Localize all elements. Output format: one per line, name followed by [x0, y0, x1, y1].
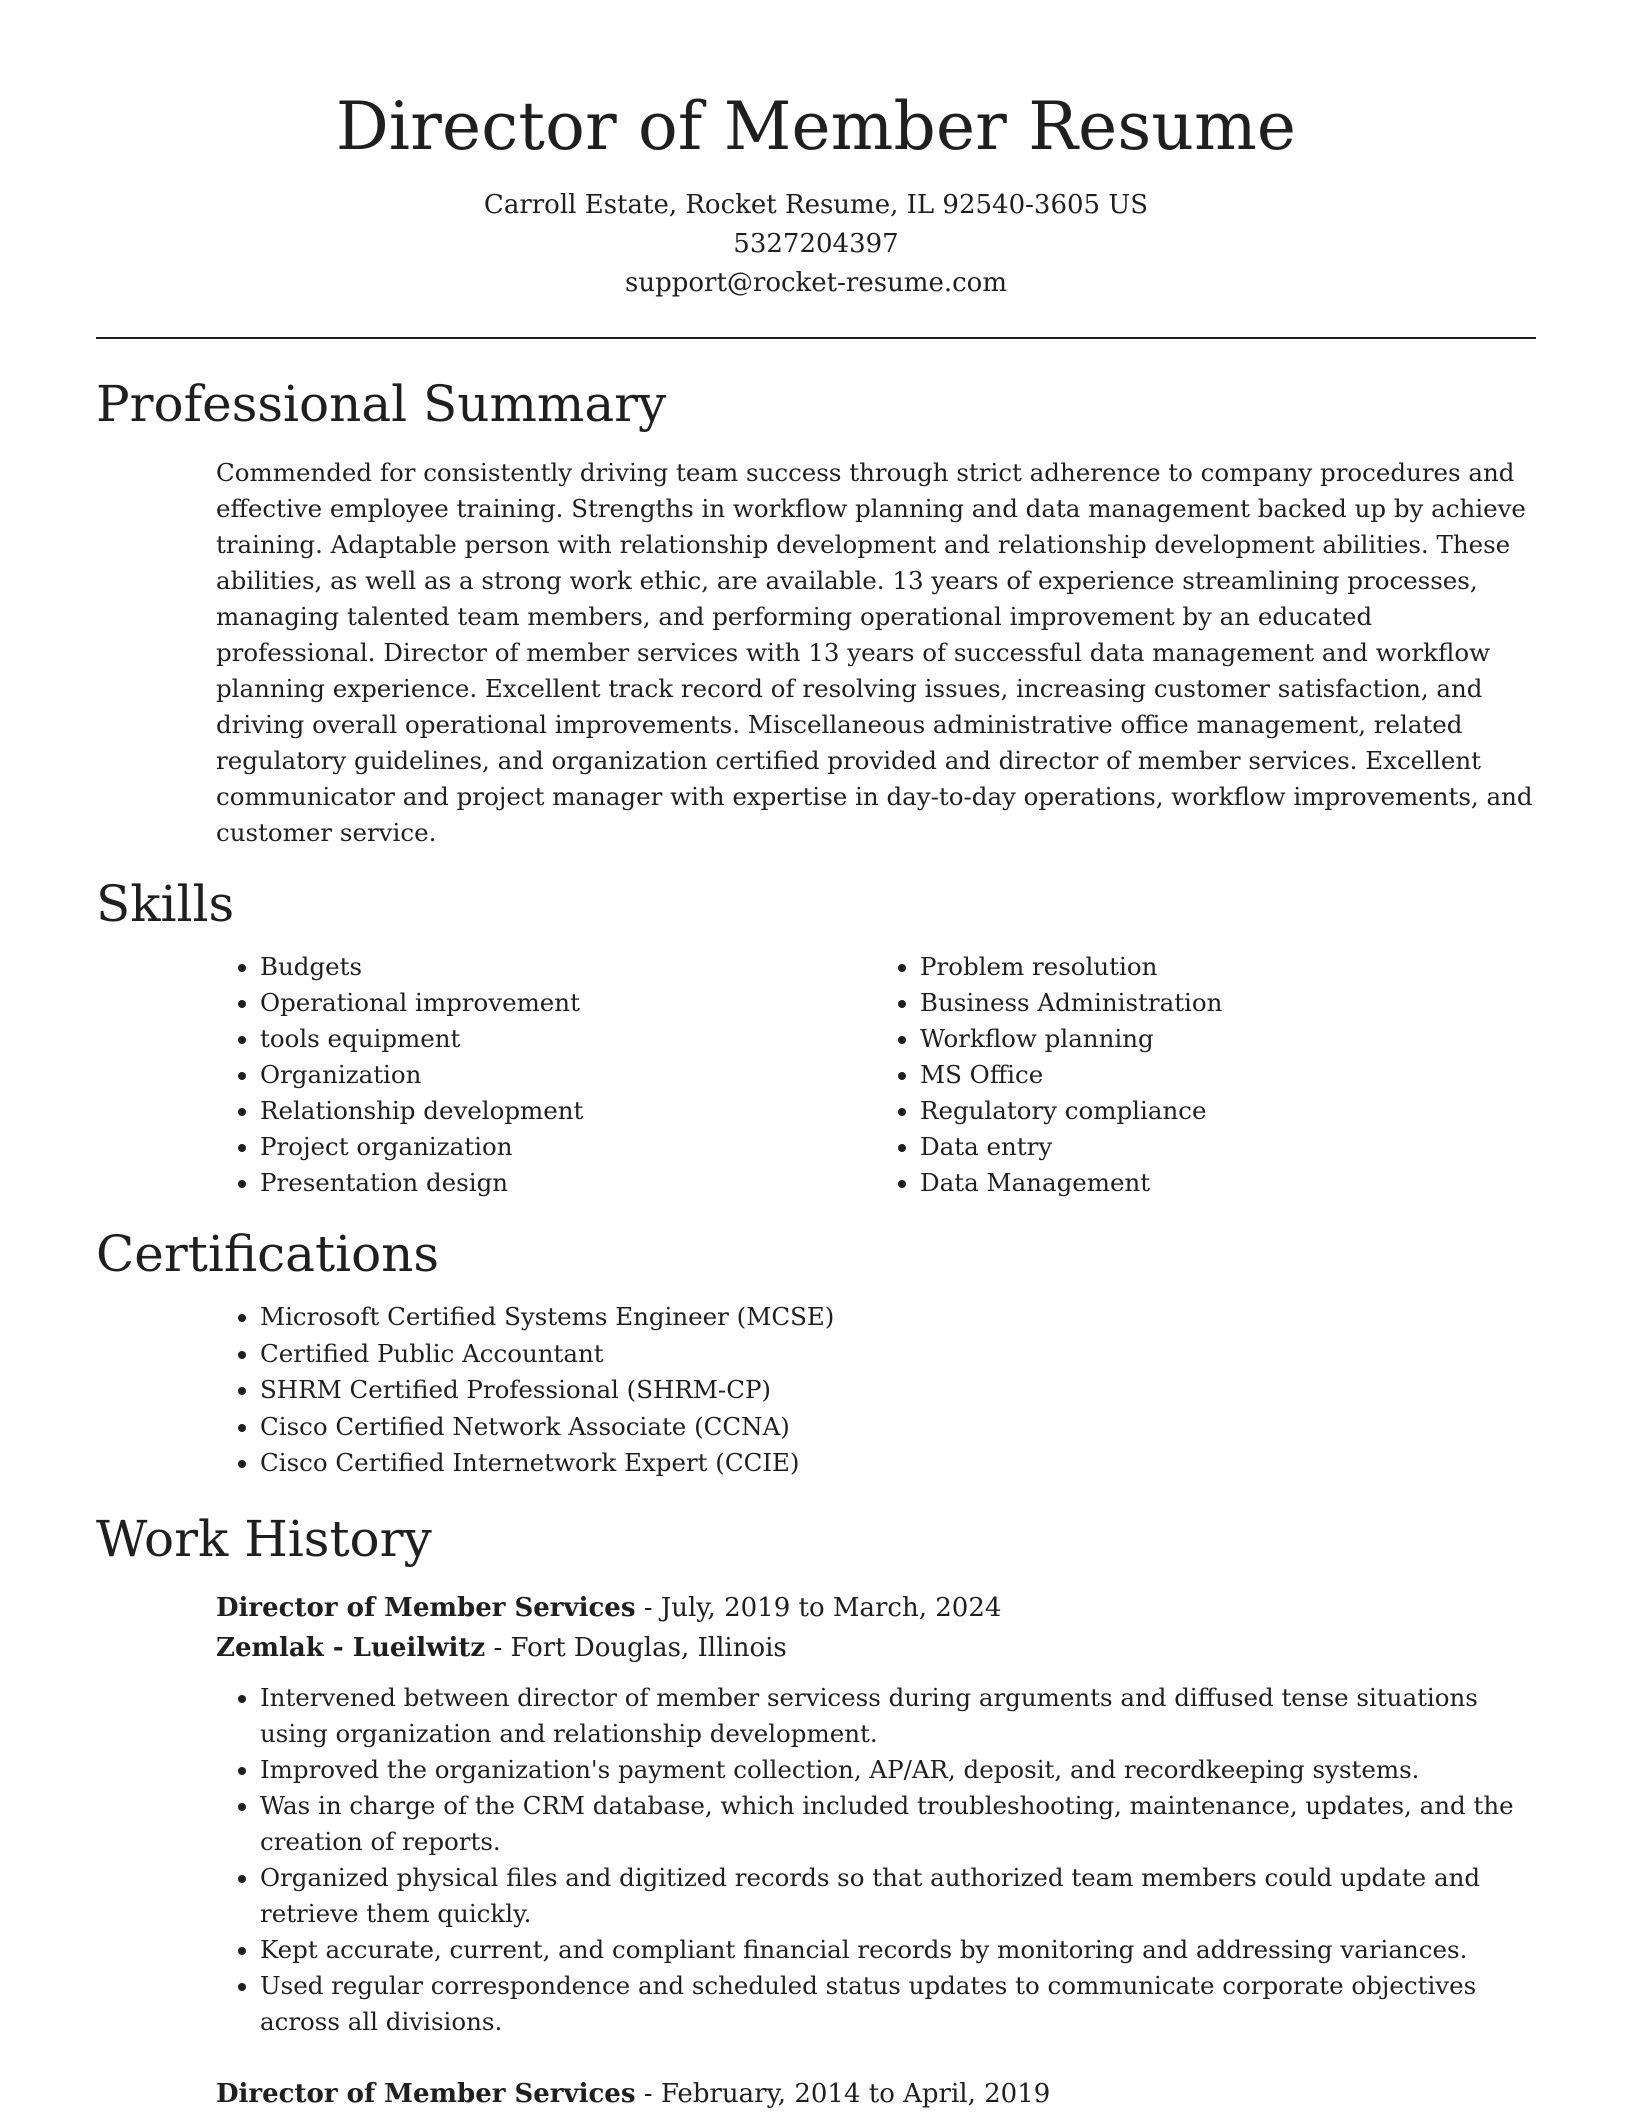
job-duty: • Organized physical files and digitized records so that authorized team members could update and retrieve them quickly. [260, 1860, 1536, 1932]
skill-item: • MS Office [920, 1057, 1536, 1093]
job-duty: • Used regular correspondence and scheduled status updates to communicate corporate objectives across all divisions. [260, 1968, 1536, 2040]
skill-item: • Budgets [260, 949, 876, 985]
email: support@rocket-resume.com [624, 268, 1007, 298]
header-divider [96, 337, 1536, 339]
skills-grid [216, 949, 1536, 1201]
resume-header [96, 0, 1536, 303]
job-entry [216, 1588, 1536, 2040]
job-duty: • Improved the organization's payment collection, AP/AR, deposit, and recordkeeping systems. [260, 1752, 1536, 1788]
job-duty: • Intervened between director of member servicess during arguments and diffused tense situations using organization and relationship development. [260, 1680, 1536, 1752]
contact-info [96, 186, 1536, 303]
summary-heading: Professional Summary [96, 375, 667, 433]
job-title: Director of Member Services [216, 1592, 636, 1623]
skill-item: • Problem resolution [920, 949, 1536, 985]
skills-column-left [216, 949, 876, 1201]
job-location: - Fort Douglas, Illinois [485, 1632, 787, 1663]
certification-item: • SHRM Certified Professional (SHRM-CP) [260, 1372, 1536, 1409]
skill-item: • Operational improvement [260, 985, 876, 1021]
summary-section [96, 369, 1536, 851]
certification-item: • Cisco Certified Network Associate (CCNA) [260, 1409, 1536, 1446]
job-duty: • Kept accurate, current, and compliant financial records by monitoring and addressing variances. [260, 1932, 1536, 1968]
skill-item: • Organization [260, 1057, 876, 1093]
certifications-section [96, 1219, 1536, 1482]
skills-column-right [876, 949, 1536, 1201]
job-title-line [216, 1588, 1536, 1628]
work-history-heading: Work History [96, 1509, 432, 1568]
certification-item: • Cisco Certified Internetwork Expert (CCIE) [260, 1445, 1536, 1482]
address: Carroll Estate, Rocket Resume, IL 92540-3605 US [483, 190, 1149, 220]
job-company-line [216, 1628, 1536, 1668]
job-duty: • Was in charge of the CRM database, which included troubleshooting, maintenance, updates, and the creation of reports. [260, 1788, 1536, 1860]
job-company: Zemlak - Lueilwitz [216, 1632, 486, 1663]
certifications-list [216, 1299, 1536, 1482]
job-entry [216, 2074, 1536, 2114]
skill-item: • Data Management [920, 1165, 1536, 1201]
phone: 5327204397 [733, 229, 899, 259]
skills-section [96, 869, 1536, 1201]
resume-title: Director of Member Resume [335, 88, 1297, 165]
certification-item: • Certified Public Accountant [260, 1336, 1536, 1373]
skill-item: • Presentation design [260, 1165, 876, 1201]
job-dates: - July, 2019 to March, 2024 [635, 1592, 1002, 1623]
skill-item: • tools equipment [260, 1021, 876, 1057]
job-dates: - February, 2014 to April, 2019 [635, 2078, 1051, 2109]
skills-heading: Skills [96, 875, 235, 933]
job-title: Director of Member Services [216, 2078, 636, 2109]
job-duties-list [216, 1680, 1536, 2040]
skill-item: • Relationship development [260, 1093, 876, 1129]
skill-item: • Business Administration [920, 985, 1536, 1021]
skill-item: • Project organization [260, 1129, 876, 1165]
certification-item: • Microsoft Certified Systems Engineer (MCSE) [260, 1299, 1536, 1336]
skill-item: • Workflow planning [920, 1021, 1536, 1057]
resume-page [96, 0, 1536, 2114]
skill-item: • Data entry [920, 1129, 1536, 1165]
work-history-section [96, 1504, 1536, 2114]
certifications-heading: Certifications [96, 1225, 440, 1283]
summary-text: Commended for consistently driving team success through strict adherence to company procedures and effective employee training. Strengths in workflow planning and data management backed up by achieve training. Adaptable person with relationship development and relationship development abilities. These abilities, as well as a strong work ethic, are available. 13 years of experience streamlining processes, managing talented team members, and performing operational improvement by an educated professional. Director of member services with 13 years of successful data management and workflow planning experience. Excellent track record of resolving issues, increasing customer satisfaction, and driving overall operational improvements. Miscellaneous administrative office management, related regulatory guidelines, and organization certified provided and director of member services. Excellent communicator and project manager with expertise in day-to-day operations, workflow improvements, and customer service. [216, 458, 1533, 847]
job-title-line [216, 2074, 1536, 2114]
skill-item: • Regulatory compliance [920, 1093, 1536, 1129]
